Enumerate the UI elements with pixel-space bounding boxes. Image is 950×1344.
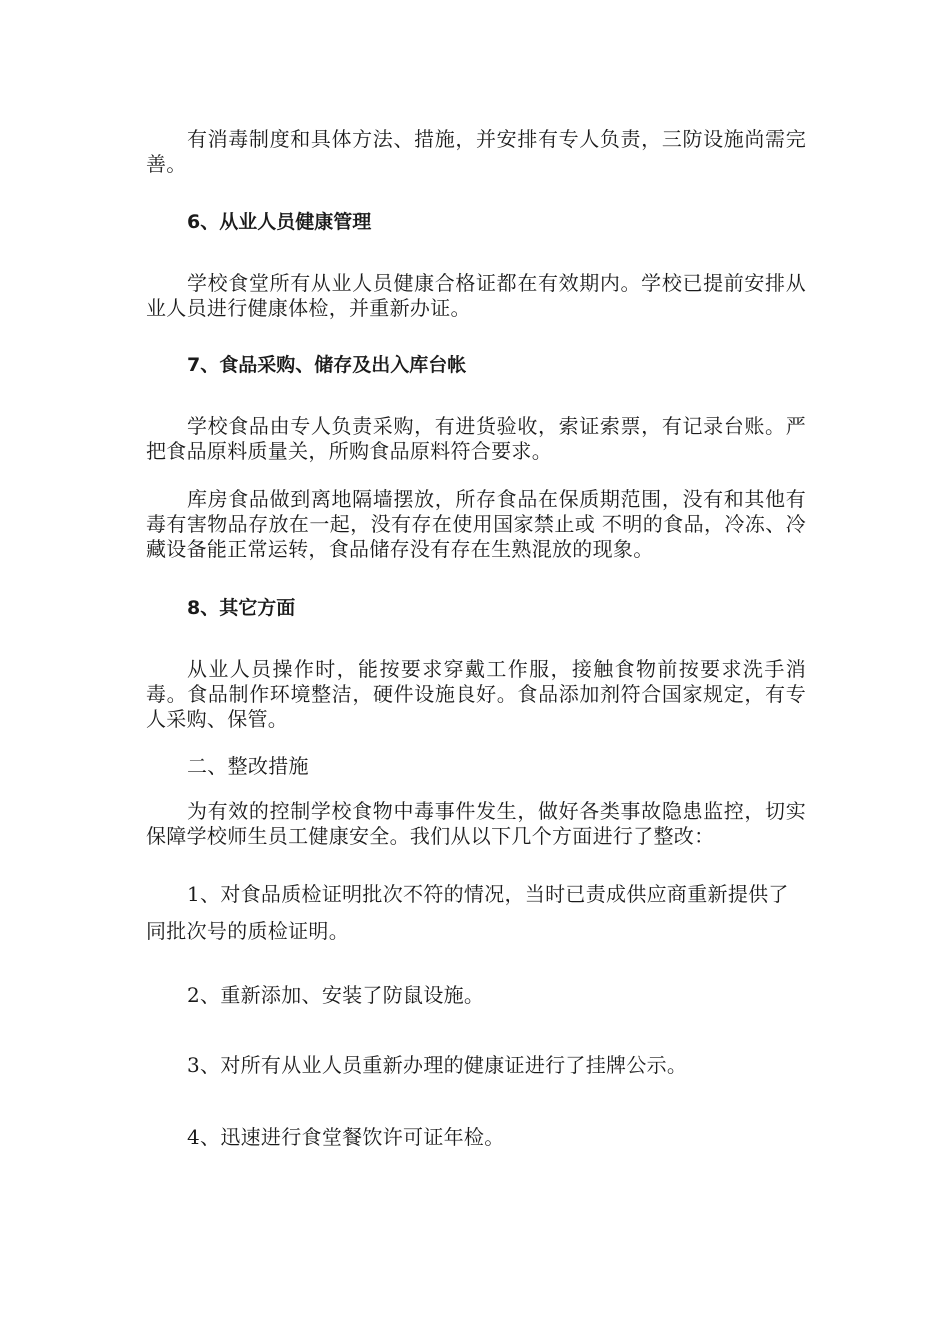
paragraph-purchasing: 学校食品由专人负责采购，有进货验收，索证索票，有记录台账。严把食品原料质量关，所购食品原料符合要求。 bbox=[146, 414, 806, 463]
heading-7-purchase-storage: 7、食品采购、储存及出入库台帐 bbox=[187, 354, 467, 376]
paragraph-other-aspects: 从业人员操作时，能按要求穿戴工作服，接触食物前按要求洗手消毒。食品制作环境整洁，硬件设施良好。食品添加剂符合国家规定，有专人采购、保管。 bbox=[146, 657, 806, 731]
heading-8-other-aspects: 8、其它方面 bbox=[187, 597, 296, 619]
paragraph-rectification-intro: 为有效的控制学校食物中毒事件发生，做好各类事故隐患监控，切实保障学校师生员工健康安全。我们从以下几个方面进行了整改： bbox=[146, 799, 806, 848]
paragraph-health-certificates: 学校食堂所有从业人员健康合格证都在有效期内。学校已提前安排从业人员进行健康体检，并重新办证。 bbox=[146, 271, 806, 320]
list-item-3-health-cert-display: 3、对所有从业人员重新办理的健康证进行了挂牌公示。 bbox=[187, 1053, 688, 1077]
list-item-4-license-inspection: 4、迅速进行食堂餐饮许可证年检。 bbox=[187, 1125, 505, 1149]
heading-6-staff-health: 6、从业人员健康管理 bbox=[187, 211, 372, 233]
list-item-1-quality-certificates: 1、对食品质检证明批次不符的情况，当时已责成供应商重新提供了同批次号的质检证明。 bbox=[146, 882, 789, 943]
section-2-rectification-title: 二、整改措施 bbox=[187, 754, 309, 778]
paragraph-storage: 库房食品做到离地隔墙摆放，所存食品在保质期范围，没有和其他有毒有害物品存放在一起，没有存在使用国家禁止或 不明的食品，冷冻、冷藏设备能正常运转，食品储存没有存在生熟混放的现象。 bbox=[146, 487, 806, 561]
paragraph-disinfection: 有消毒制度和具体方法、措施，并安排有专人负责，三防设施尚需完善。 bbox=[146, 127, 806, 176]
list-item-2-rodent-proofing: 2、重新添加、安装了防鼠设施。 bbox=[187, 983, 485, 1007]
